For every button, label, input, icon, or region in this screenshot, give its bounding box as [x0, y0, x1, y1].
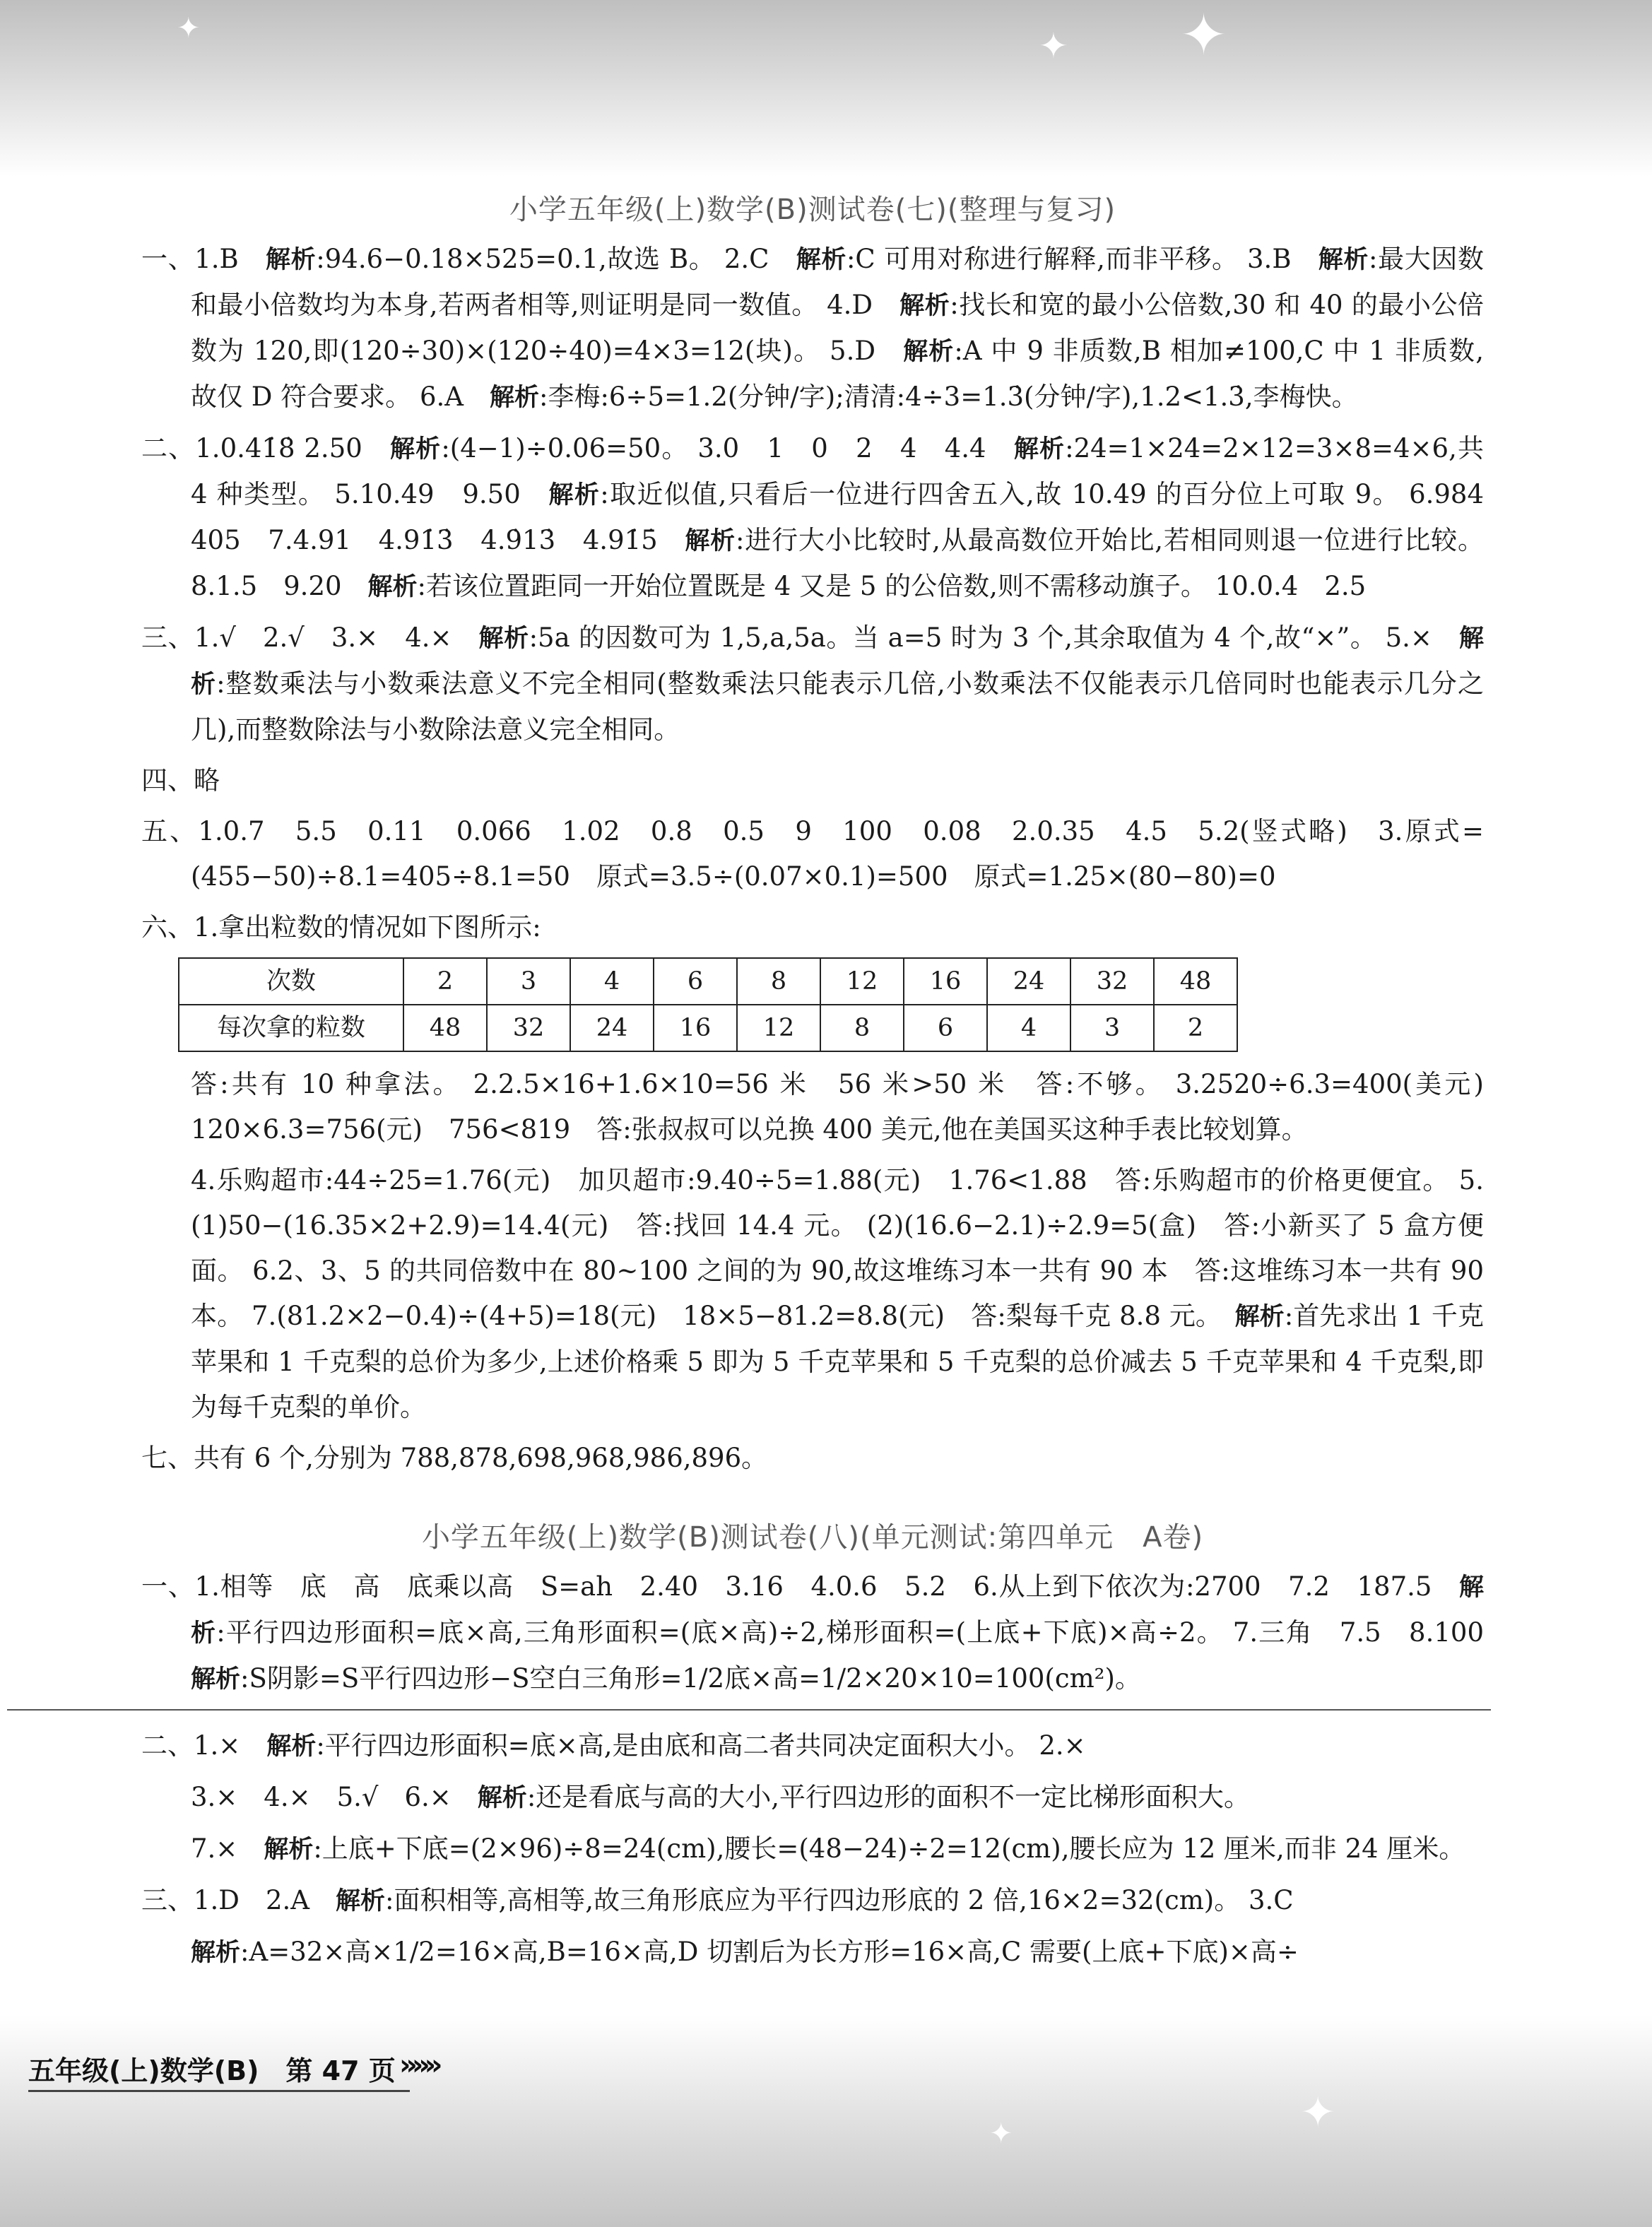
sparkle-icon: ✦ — [1300, 2088, 1336, 2137]
table-cell: 12 — [820, 958, 904, 1005]
bottom-decor-band — [0, 2015, 1652, 2227]
s7-section-3: 三、1.√ 2.√ 3.× 4.× 解析:5a 的因数可为 1,5,a,5a。当 a=5 时为 3 个,其余取值为 4 个,故“×”。 5.× 解析:整数乘法与小数乘法意义不完全相同(整数乘法只能表示几倍,小数乘法不仅能表示几倍同时也能表示几分之几),而整数除法与小数除法意义完全相同。 — [141, 622, 1484, 745]
table-cell: 48 — [403, 1005, 487, 1051]
section-divider — [7, 1709, 1491, 1711]
table-cell: 16 — [904, 958, 987, 1005]
arrow-decor-icon: »»» — [399, 2049, 437, 2081]
table-cell: 8 — [737, 958, 820, 1005]
s8-section-2: 二、1.× 解析:平行四边形面积=底×高,是由底和高二者共同决定面积大小。 2.× — [141, 1730, 1086, 1761]
table-cell: 2 — [403, 958, 487, 1005]
table-cell: 8 — [820, 1005, 904, 1051]
table-cell: 32 — [487, 1005, 570, 1051]
s8-section-1: 一、1.相等 底 高 底乘以高 S=ah 2.40 3.16 4.0.6 5.2 6.从上到下依次为:2700 7.2 187.5 解析:平行四边形面积=底×高,三角形面积=(底×高)÷2,梯形面积=(上底+下底)×高÷2。 7.三角 7.5 8.100 解析:S阴影=S平行四边形−S空白三角形=1/2底×高=1/2×20×10=100(cm²)。 — [141, 1571, 1510, 1694]
s8-section-2-cont: 3.× 4.× 5.√ 6.× 解析:还是看底与高的大小,平行四边形的面积不一定比梯形面积大。 — [191, 1782, 1251, 1812]
table-row — [179, 1005, 1237, 1051]
s7-section-4: 四、略 — [141, 765, 220, 796]
page-footer — [28, 2049, 523, 2100]
test-8-title: 小学五年级(上)数学(B)测试卷(八)(单元测试:第四单元 A卷) — [421, 1521, 1204, 1554]
s7-section-1: 一、1.B 解析:94.6−0.18×525=0.1,故选 B。 2.C 解析:C 可用对称进行解释,而非平移。 3.B 解析:最大因数和最小倍数均为本身,若两者相等,则证明是同一数值。 4.D 解析:找长和宽的最小公倍数,30 和 40 的最小公倍数为 120,即(120÷30)×(120÷40)=4×3=12(块)。 5.D 解析:A 中 9 非质数,B 相加≠100,C 中 1 非质数,故仅 D 符合要求。 6.A 解析:李梅:6÷5=1.2(分钟/字);清清:4÷3=1.3̇(分钟/字),1.2<1.3̇,李梅快。 — [141, 244, 1485, 412]
table-head-grains: 每次拿的粒数 — [179, 1005, 403, 1051]
table-row — [179, 958, 1237, 1005]
table-cell: 48 — [1154, 958, 1237, 1005]
sparkle-icon: ✦ — [1039, 25, 1068, 66]
table-cell: 3 — [487, 958, 570, 1005]
s7-section-5: 五、1.0.7 5.5 0.11 0.066 1.02 0.8 0.5 9 100 0.08 2.0.35 4.5 5.2(竖式略) 3.原式=(455−50)÷8.1=405÷8.1=50 原式=3.5÷(0.07×0.1)=500 原式=1.25×(80−80)=0 — [141, 816, 1484, 892]
table-cell: 6 — [654, 958, 737, 1005]
sparkle-icon: ✦ — [177, 12, 201, 45]
top-decor-band — [0, 0, 1652, 177]
table-cell: 24 — [570, 1005, 654, 1051]
table-cell: 2 — [1154, 1005, 1237, 1051]
test-7-title: 小学五年级(上)数学(B)测试卷(七)(整理与复习) — [509, 194, 1116, 226]
s7-section-2: 二、1.0.41̇8̇ 2.50 解析:(4−1)÷0.06=50。 3.0 1 0 2 4 4.4 解析:24=1×24=2×12=3×8=4×6,共 4 种类型。 5.10.49 9.50 解析:取近似值,只看后一位进行四舍五入,故 10.49 的百分位上可取 9。 6.984 405 7.4.91 4.91̇3̇ 4.9̇13̇ 4.91̇5̇ 解析:进行大小比较时,从最高数位开始比,若相同则退一位进行比较。 8.1.5 9.20 解析:若该位置距同一开始位置既是 4 又是 5 的公倍数,则不需移动旗子。 10.0.4 2.5 — [141, 433, 1511, 601]
s8-section-2-item7: 7.× 解析:上底+下底=(2×96)÷8=24(cm),腰长=(48−24)÷2=12(cm),腰长应为 12 厘米,而非 24 厘米。 — [191, 1833, 1465, 1864]
s7-section-6-answers: 答:共有 10 种拿法。 2.2.5×16+1.6×10=56 米 56 米>50 米 答:不够。 3.2520÷6.3=400(美元) 120×6.3=756(元) 756<819 答:张叔叔可以兑换 400 美元,他在美国买这种手表比较划算。 — [191, 1069, 1510, 1145]
table-cell: 3 — [1070, 1005, 1154, 1051]
answer-page — [141, 180, 1511, 1981]
table-cell: 12 — [737, 1005, 820, 1051]
s7-section-7: 七、共有 6 个,分别为 788,878,698,968,986,896。 — [141, 1443, 768, 1473]
table-cell: 24 — [987, 958, 1070, 1005]
table-cell: 4 — [570, 958, 654, 1005]
s8-section-3-cont: 解析:A=32×高×1/2=16×高,B=16×高,D 切割后为长方形=16×高,C 需要(上底+下底)×高÷ — [191, 1937, 1299, 1967]
footer-underline — [28, 2090, 410, 2092]
s7-section-6-more: 4.乐购超市:44÷25=1.76(元) 加贝超市:9.40÷5=1.88(元) 1.76<1.88 答:乐购超市的价格更便宜。 5.(1)50−(16.35×2+2.9)=14.4(元) 答:找回 14.4 元。 (2)(16.6−2.1)÷2.9=5(盒) 答:小新买了 5 盒方便面。 6.2、3、5 的共同倍数中在 80~100 之间的为 90,故这堆练习本一共有 90 本 答:这堆练习本一共有 90 本。 7.(81.2×2−0.4)÷(4+5)=18(元) 18×5−81.2=8.8(元) 答:梨每千克 8.8 元。 解析:首先求出 1 千克苹果和 1 千克梨的总价为多少,上述价格乘 5 即为 5 千克苹果和 5 千克梨的总价减去 5 千克苹果和 4 千克梨,即为每千克梨的单价。 — [191, 1165, 1484, 1422]
table-cell: 4 — [987, 1005, 1070, 1051]
table-head-count: 次数 — [179, 958, 403, 1005]
table-cell: 16 — [654, 1005, 737, 1051]
table-cell: 32 — [1070, 958, 1154, 1005]
table-cell: 6 — [904, 1005, 987, 1051]
count-table — [178, 957, 1238, 1052]
footer-label: 五年级(上)数学(B) 第 47 页 — [28, 2055, 396, 2086]
s8-section-3: 三、1.D 2.A 解析:面积相等,高相等,故三角形底应为平行四边形底的 2 倍,16×2=32(cm)。 3.C — [141, 1885, 1294, 1915]
sparkle-icon: ✦ — [989, 2117, 1013, 2150]
s7-section-6: 六、1.拿出粒数的情况如下图所示: — [141, 912, 541, 943]
sparkle-icon: ✦ — [1180, 2, 1228, 68]
